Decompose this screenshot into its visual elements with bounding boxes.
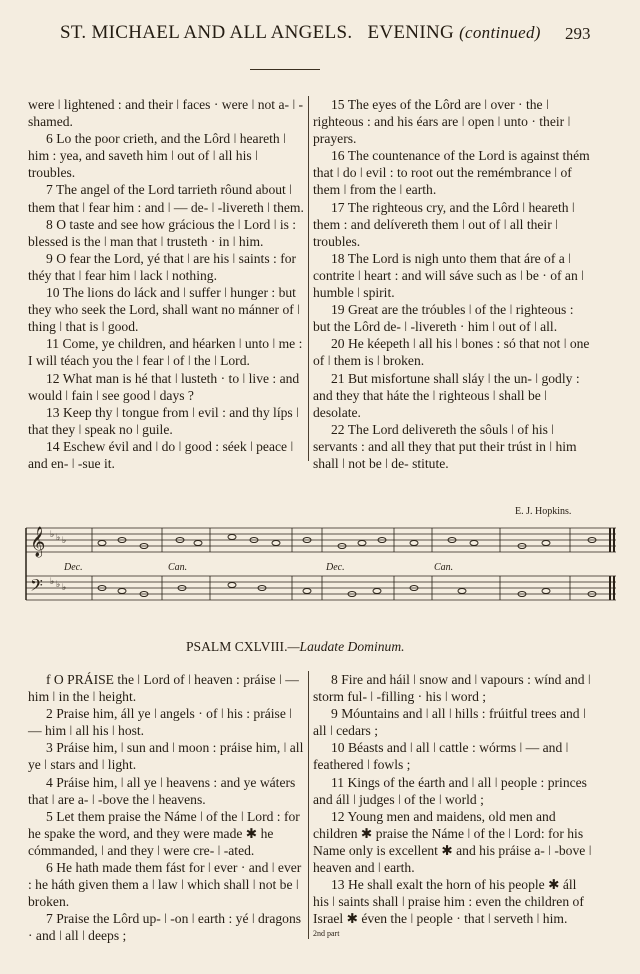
psalm-title bbox=[186, 639, 405, 655]
verse: 8 O taste and see how grácious the ǀ Lord ǀ is : blessed is the ǀ man that ǀ trusteth · in ǀ him. bbox=[28, 216, 297, 249]
verse: 3 Práise him, ǀ sun and ǀ moon : práise him, ǀ all ye ǀ stars and ǀ light. bbox=[28, 740, 304, 773]
left-column bbox=[28, 96, 304, 472]
can-marking: Can. bbox=[168, 562, 188, 573]
treble-clef-icon: 𝄞 bbox=[30, 527, 46, 557]
can-marking: Can. bbox=[434, 562, 454, 573]
verse: 12 Young men and maidens, old men and children ✱ praise the Náme ǀ of the ǀ Lord: for his Name only is excellent ✱ and his práise a- ǀ -bove ǀ heaven and ǀ earth. bbox=[313, 808, 592, 876]
verse: 12 What man is hé that ǀ lusteth · to ǀ live : and would ǀ fain ǀ see good ǀ days ? bbox=[28, 370, 300, 403]
verse: 9 Móuntains and ǀ all ǀ hills : frúitful trees and ǀ all ǀ cedars ; bbox=[313, 706, 586, 739]
dec-marking: Dec. bbox=[64, 562, 83, 573]
svg-text:♭: ♭ bbox=[62, 583, 67, 593]
psalm-right-column bbox=[313, 671, 592, 938]
svg-text:♭: ♭ bbox=[56, 580, 61, 590]
column-divider-bottom bbox=[308, 671, 309, 939]
verse: 2 Praise him, áll ye ǀ angels · of ǀ his : práise ǀ — him ǀ all his ǀ host. bbox=[28, 706, 293, 739]
psalm-number: PSALM CXLVIII. bbox=[186, 639, 288, 654]
psalm-latin-title: —Laudate Dominum. bbox=[287, 639, 405, 654]
psalm-left-column bbox=[28, 671, 304, 945]
verse: 8 Fire and háil ǀ snow and ǀ vapours : wínd and ǀ storm ful- ǀ -filling · his ǀ word ; bbox=[313, 672, 591, 705]
column-divider-top bbox=[308, 96, 309, 461]
verse: were ǀ lightened : and their ǀ faces · were ǀ not a- ǀ -shamed. bbox=[28, 97, 304, 130]
verse: 10 The lions do láck and ǀ suffer ǀ hunger : but they who seek the Lord, shall want no mánner of ǀ thing ǀ that is ǀ good. bbox=[28, 285, 300, 335]
verse: 18 The Lord is nigh unto them that áre of a ǀ contrite ǀ heart : and will sáve such as ǀ be · of an ǀ humble ǀ spirit. bbox=[313, 250, 584, 301]
verse: 7 Praise the Lôrd up- ǀ -on ǀ earth : yé ǀ dragons · and ǀ all ǀ deeps ; bbox=[28, 911, 302, 944]
right-column bbox=[313, 96, 592, 472]
verse: 5 Let them praise the Náme ǀ of the ǀ Lord : for he spake the word, and they were made ✱ he cómmanded, ǀ and they ǀ were cre- ǀ -ated. bbox=[28, 808, 300, 858]
verse: 22 The Lord delivereth the sôuls ǀ of his ǀ servants : and all they that put their trúst in ǀ him shall ǀ not be ǀ de- stitute. bbox=[313, 421, 577, 471]
header-rule bbox=[250, 69, 320, 70]
verse: 16 The countenance of the Lord is against thém that ǀ do ǀ evil : to root out the remémbrance ǀ of them ǀ from the ǀ earth. bbox=[313, 148, 590, 198]
verse: 10 Béasts and ǀ all ǀ cattle : wórms ǀ — and ǀ feathered ǀ fowls ; bbox=[313, 740, 569, 773]
verse: 9 O fear the Lord, yé that ǀ are his ǀ saints : for théy that ǀ fear him ǀ lack ǀ nothing. bbox=[28, 250, 297, 283]
verse: 13 He shall exalt the horn of his people ✱ áll his ǀ saints shall ǀ praise him : even the children of Israel ✱ éven the ǀ people · that ǀ serveth ǀ him. bbox=[313, 877, 584, 927]
svg-text:♭: ♭ bbox=[50, 577, 55, 587]
verse: 6 Lo the poor crieth, and the Lôrd ǀ heareth ǀ him : yea, and saveth him ǀ out of ǀ all his ǀ troubles. bbox=[28, 131, 286, 181]
verse: 19 Great are the tróubles ǀ of the ǀ righteous : but the Lôrd de- ǀ -livereth · him ǀ out of ǀ all. bbox=[313, 302, 574, 335]
header-subtitle: EVENING bbox=[367, 22, 454, 43]
verse: 11 Kings of the éarth and ǀ all ǀ people : princes and áll ǀ judges ǀ of the ǀ world ; bbox=[313, 774, 587, 807]
verse: 15 The eyes of the Lôrd are ǀ over · the ǀ righteous : and his éars are ǀ open ǀ unto · their ǀ prayers. bbox=[313, 97, 571, 147]
verse: 13 Keep thy ǀ tongue from ǀ evil : and thy líps ǀ that they ǀ speak no ǀ guile. bbox=[28, 404, 299, 437]
verse: 6 He hath made them fást for ǀ ever · and ǀ ever : he háth given them a ǀ law ǀ which shall ǀ not be ǀ broken. bbox=[28, 860, 302, 910]
header-continued: (continued) bbox=[459, 23, 541, 42]
dec-marking: Dec. bbox=[326, 562, 345, 573]
verse: 20 He kéepeth ǀ all his ǀ bones : só that not ǀ one of ǀ them is ǀ broken. bbox=[313, 336, 590, 369]
page-number: 293 bbox=[565, 24, 591, 43]
bass-clef-icon: 𝄢 bbox=[30, 575, 43, 599]
verse: 7 The angel of the Lord tarrieth rôund about ǀ them that ǀ fear him : and ǀ — de- ǀ -livereth ǀ them. bbox=[28, 182, 304, 215]
verse: 4 Práise him, ǀ all ye ǀ heavens : and ye wáters that ǀ are a- ǀ -bove the ǀ heavens. bbox=[28, 774, 296, 807]
page-header bbox=[60, 22, 600, 44]
verse: 17 The righteous cry, and the Lôrd ǀ heareth ǀ them : and delívereth them ǀ out of ǀ all their ǀ troubles. bbox=[313, 199, 575, 249]
verse: 14 Eschew évil and ǀ do ǀ good : séek ǀ peace ǀ and en- ǀ -sue it. bbox=[28, 438, 294, 471]
music-score bbox=[22, 520, 618, 610]
verse: f O PRÁISE the ǀ Lord of ǀ heaven : práise ǀ — him ǀ in the ǀ height. bbox=[28, 672, 299, 705]
header-title: ST. MICHAEL AND ALL ANGELS. bbox=[60, 22, 353, 43]
verse: 11 Come, ye children, and héarken ǀ unto ǀ me : I will téach you the ǀ fear ǀ of ǀ the ǀ Lord. bbox=[28, 336, 303, 369]
svg-text:♭: ♭ bbox=[62, 536, 67, 546]
second-part-mark: 2nd part bbox=[313, 929, 340, 939]
composer-credit: E. J. Hopkins. bbox=[515, 506, 572, 517]
svg-text:♭: ♭ bbox=[56, 533, 61, 543]
verse: 21 But misfortune shall sláy ǀ the un- ǀ godly : and they that háte the ǀ righteous ǀ shall be ǀ desolate. bbox=[313, 370, 580, 420]
svg-text:♭: ♭ bbox=[50, 530, 55, 540]
